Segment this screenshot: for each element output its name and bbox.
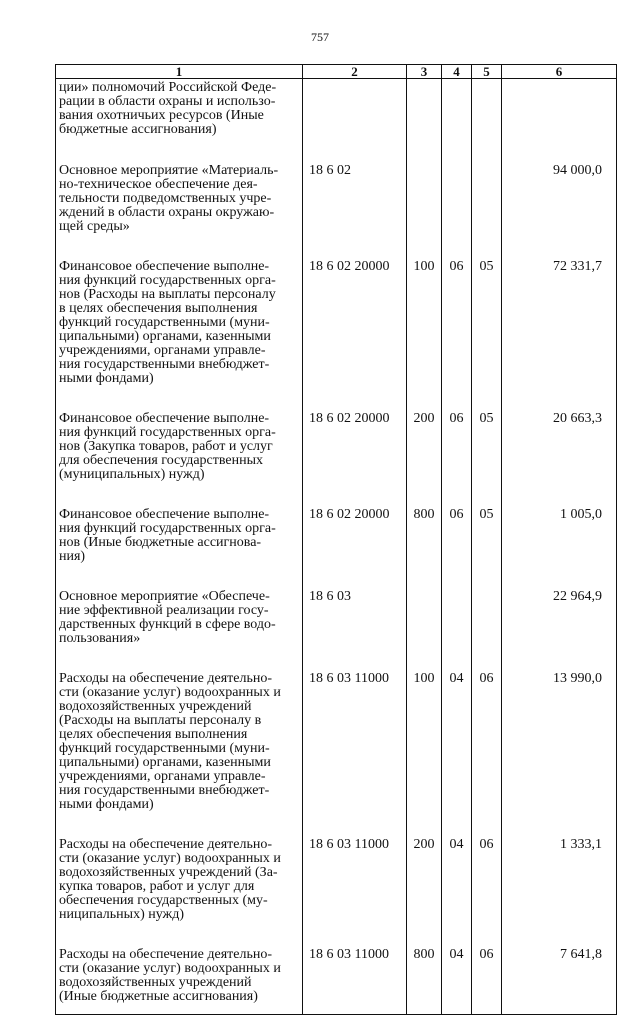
row-description <box>56 252 303 404</box>
table-row <box>56 664 617 830</box>
section-code: 04 <box>442 830 472 940</box>
target-code: 18 6 02 20000 <box>303 404 407 500</box>
description-line: ниципальных) нужд) <box>59 907 184 922</box>
row-description <box>56 156 303 252</box>
target-code <box>303 79 407 157</box>
description-line: (Иные бюджетные ассигнования) <box>59 989 258 1004</box>
description-line: ципальными) органами, казенными <box>59 755 271 770</box>
column-header-2: 2 <box>303 65 407 79</box>
expense-type: 100 <box>407 252 442 404</box>
description-line: рации в области охраны и использо- <box>59 94 276 109</box>
description-line: сти (оказание услуг) водоохранных и <box>59 851 281 866</box>
description-line: водохозяйственных учреждений <box>59 975 252 990</box>
section-code: 04 <box>442 940 472 1015</box>
description-line: Расходы на обеспечение деятельно- <box>59 671 272 686</box>
description-line: Финансовое обеспечение выполне- <box>59 259 270 274</box>
description-line: ния государственными внебюджет- <box>59 357 270 372</box>
subsection-code: 06 <box>472 664 502 830</box>
table-body <box>56 79 617 1015</box>
amount: 72 331,7 <box>502 252 617 404</box>
target-code: 18 6 02 20000 <box>303 252 407 404</box>
amount: 94 000,0 <box>502 156 617 252</box>
description-line: водохозяйственных учреждений (За- <box>59 865 278 880</box>
amount: 20 663,3 <box>502 404 617 500</box>
column-header-3: 3 <box>407 65 442 79</box>
target-code: 18 6 02 <box>303 156 407 252</box>
description-line: щей среды» <box>59 219 130 234</box>
description-line: водохозяйственных учреждений <box>59 699 252 714</box>
amount: 13 990,0 <box>502 664 617 830</box>
description-line: ния государственными внебюджет- <box>59 783 270 798</box>
description-line: (муниципальных) нужд) <box>59 467 205 482</box>
table-row <box>56 940 617 1015</box>
column-header-6: 6 <box>502 65 617 79</box>
section-code <box>442 582 472 664</box>
subsection-code: 06 <box>472 940 502 1015</box>
table-row <box>56 500 617 582</box>
column-header-5: 5 <box>472 65 502 79</box>
expense-type <box>407 582 442 664</box>
target-code: 18 6 03 11000 <box>303 664 407 830</box>
table-row <box>56 830 617 940</box>
row-description <box>56 582 303 664</box>
row-description <box>56 664 303 830</box>
description-line: ние эффективной реализации госу- <box>59 603 269 618</box>
description-line: ния) <box>59 549 86 564</box>
description-line: Расходы на обеспечение деятельно- <box>59 947 272 962</box>
target-code: 18 6 03 <box>303 582 407 664</box>
description-line: Основное мероприятие «Материаль- <box>59 163 279 178</box>
section-code: 06 <box>442 500 472 582</box>
subsection-code: 05 <box>472 404 502 500</box>
description-line: ждений в области охраны окружаю- <box>59 205 275 220</box>
row-description <box>56 404 303 500</box>
description-line: бюджетные ассигнования) <box>59 122 217 137</box>
description-line: учреждениями, органами управле- <box>59 343 266 358</box>
target-code: 18 6 03 11000 <box>303 830 407 940</box>
row-description <box>56 500 303 582</box>
section-code: 06 <box>442 404 472 500</box>
description-line: тельности подведомственных учре- <box>59 191 272 206</box>
target-code: 18 6 02 20000 <box>303 500 407 582</box>
description-line: Основное мероприятие «Обеспече- <box>59 589 270 604</box>
description-line: ными фондами) <box>59 371 154 386</box>
table-row <box>56 582 617 664</box>
description-line: ции» полномочий Российской Феде- <box>59 80 277 95</box>
amount <box>502 79 617 157</box>
description-line: учреждениями, органами управле- <box>59 769 266 784</box>
row-description <box>56 940 303 1015</box>
amount: 7 641,8 <box>502 940 617 1015</box>
description-line: пользования» <box>59 631 141 646</box>
description-line: нов (Иные бюджетные ассигнова- <box>59 535 262 550</box>
description-line: нов (Закупка товаров, работ и услуг <box>59 439 273 454</box>
table-row <box>56 252 617 404</box>
expense-type: 200 <box>407 830 442 940</box>
subsection-code <box>472 79 502 157</box>
description-line: ными фондами) <box>59 797 154 812</box>
description-line: дарственных функций в сфере водо- <box>59 617 276 632</box>
page-number: 757 <box>311 30 329 44</box>
description-line: нов (Расходы на выплаты персоналу <box>59 287 276 302</box>
amount: 22 964,9 <box>502 582 617 664</box>
description-line: вания охотничьих ресурсов (Иные <box>59 108 264 123</box>
description-line: Расходы на обеспечение деятельно- <box>59 837 272 852</box>
description-line: для обеспечения государственных <box>59 453 263 468</box>
table-row <box>56 156 617 252</box>
description-line: обеспечения государственных (му- <box>59 893 268 908</box>
subsection-code <box>472 156 502 252</box>
description-line: в целях обеспечения выполнения <box>59 301 258 316</box>
row-description <box>56 830 303 940</box>
column-header-4: 4 <box>442 65 472 79</box>
amount: 1 333,1 <box>502 830 617 940</box>
description-line: ния функций государственных орга- <box>59 273 276 288</box>
budget-table <box>55 64 617 1015</box>
description-line: Финансовое обеспечение выполне- <box>59 411 270 426</box>
expense-type: 800 <box>407 500 442 582</box>
subsection-code: 06 <box>472 830 502 940</box>
subsection-code: 05 <box>472 500 502 582</box>
expense-type <box>407 79 442 157</box>
target-code: 18 6 03 11000 <box>303 940 407 1015</box>
subsection-code: 05 <box>472 252 502 404</box>
description-line: Финансовое обеспечение выполне- <box>59 507 270 522</box>
row-description <box>56 79 303 157</box>
subsection-code <box>472 582 502 664</box>
column-header-1: 1 <box>56 65 303 79</box>
section-code <box>442 156 472 252</box>
section-code <box>442 79 472 157</box>
description-line: функций государственными (муни- <box>59 315 270 330</box>
description-line: функций государственными (муни- <box>59 741 270 756</box>
description-line: сти (оказание услуг) водоохранных и <box>59 961 281 976</box>
description-line: купка товаров, работ и услуг для <box>59 879 255 894</box>
expense-type: 800 <box>407 940 442 1015</box>
description-line: ципальными) органами, казенными <box>59 329 271 344</box>
expense-type: 100 <box>407 664 442 830</box>
description-line: ния функций государственных орга- <box>59 425 276 440</box>
expense-type <box>407 156 442 252</box>
table-row <box>56 79 617 157</box>
amount: 1 005,0 <box>502 500 617 582</box>
description-line: целях обеспечения выполнения <box>59 727 248 742</box>
table-header-row <box>56 65 617 79</box>
description-line: сти (оказание услуг) водоохранных и <box>59 685 281 700</box>
table-row <box>56 404 617 500</box>
expense-type: 200 <box>407 404 442 500</box>
description-line: (Расходы на выплаты персоналу в <box>59 713 262 728</box>
section-code: 04 <box>442 664 472 830</box>
description-line: но-техническое обеспечение дея- <box>59 177 258 192</box>
section-code: 06 <box>442 252 472 404</box>
description-line: ния функций государственных орга- <box>59 521 276 536</box>
